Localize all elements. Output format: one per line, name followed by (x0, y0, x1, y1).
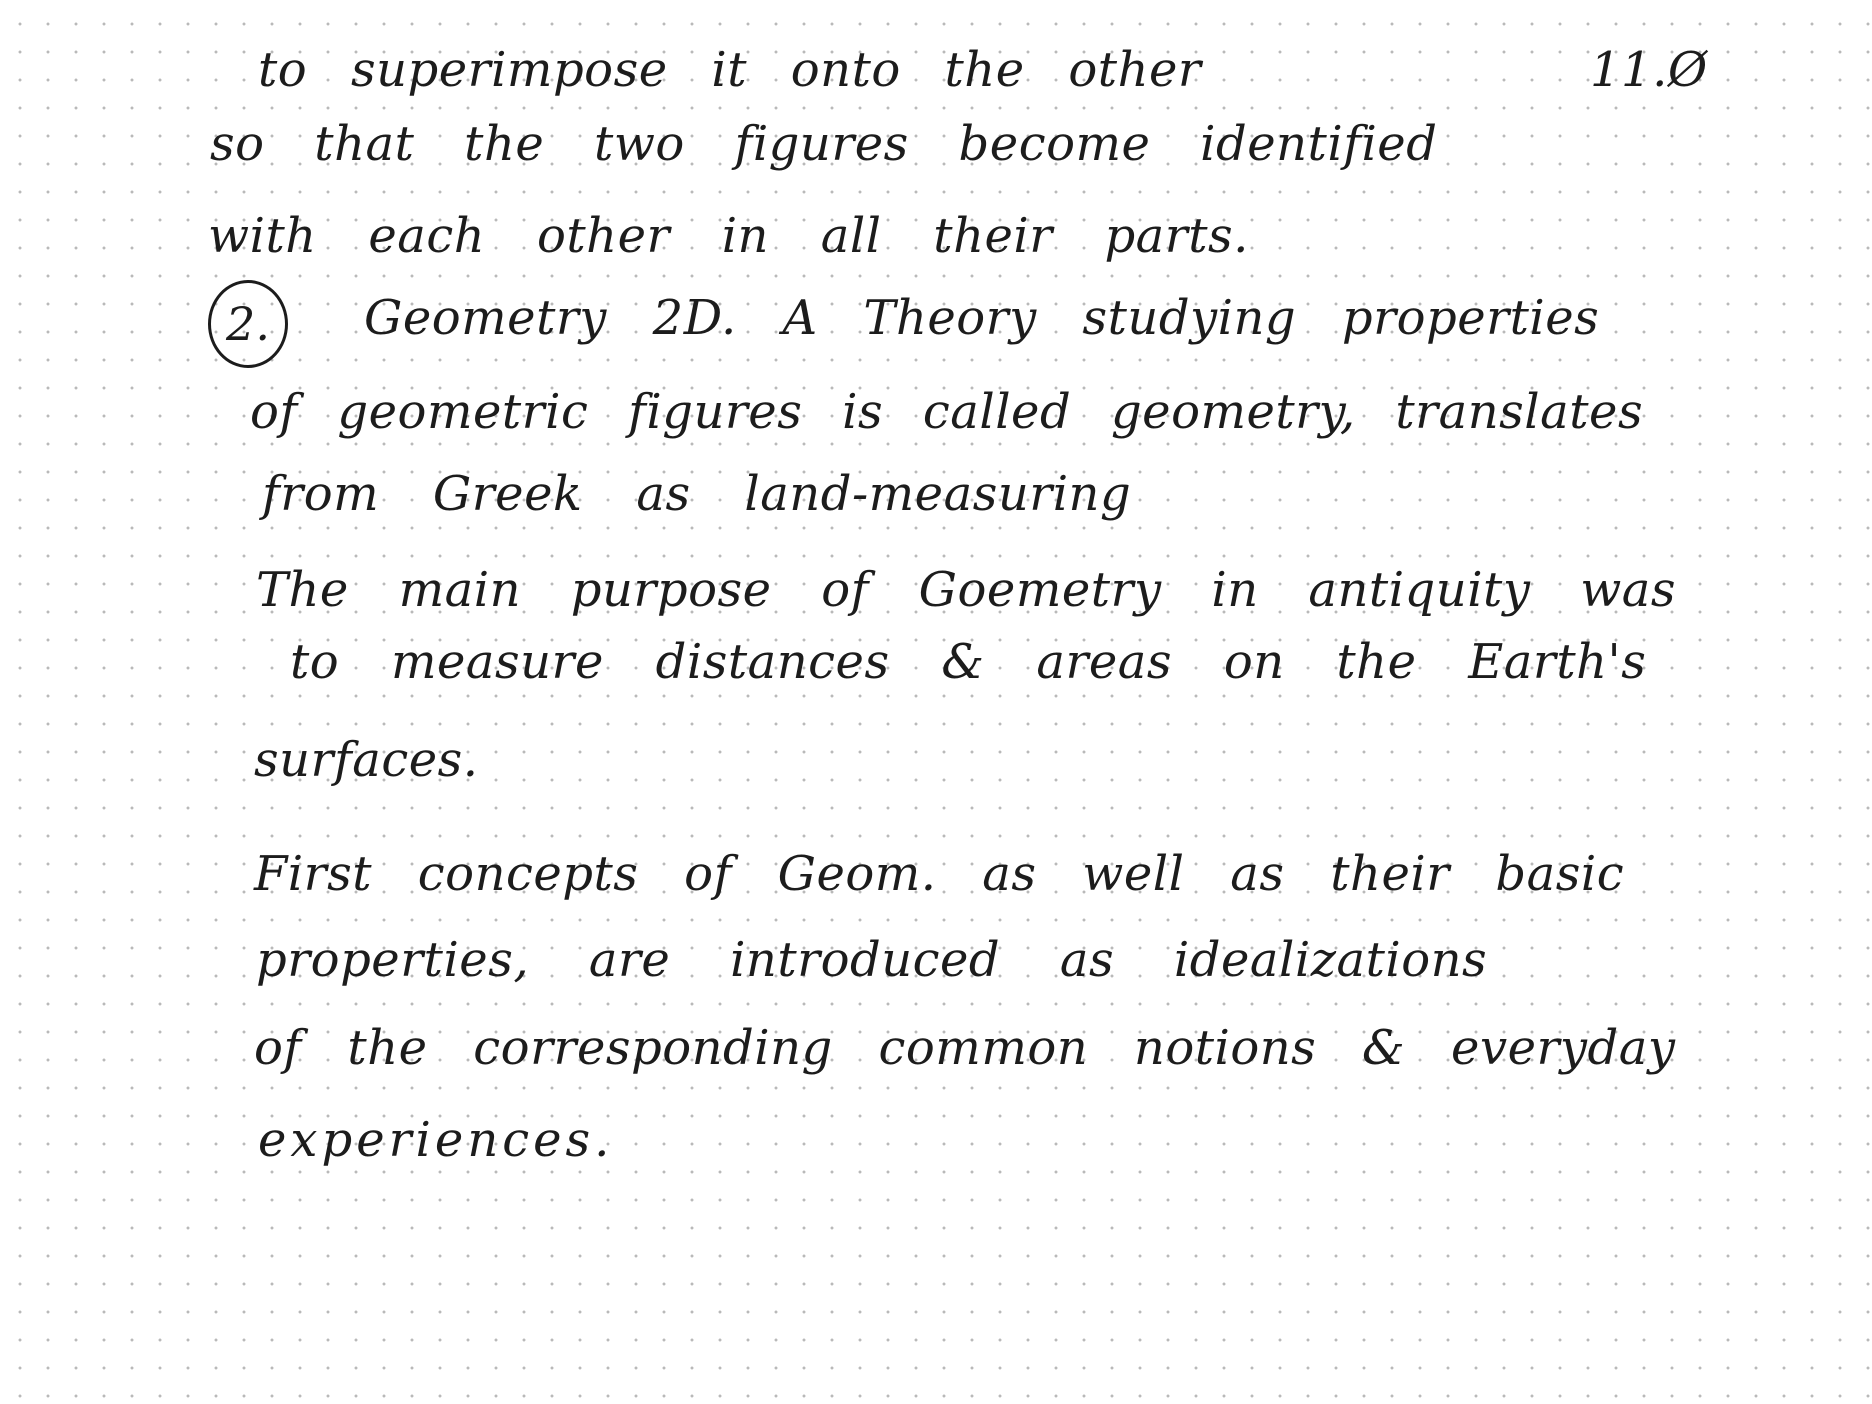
handwritten-line-13: experiences. (258, 1112, 614, 1168)
handwritten-line-1: to superimpose it onto the other (258, 42, 1202, 98)
page-number: 11.Ø (1590, 42, 1708, 98)
handwritten-line-6: from Greek as land-measuring (262, 466, 1132, 522)
handwritten-line-2: so that the two figures become identified (210, 116, 1438, 172)
handwritten-line-11: properties, are introduced as idealizations (256, 932, 1488, 988)
handwritten-line-12: of the corresponding common notions & everyday (254, 1020, 1676, 1076)
handwritten-line-8: to measure distances & areas on the Earth's (290, 634, 1647, 690)
handwritten-line-7: The main purpose of Goemetry in antiquity was (256, 562, 1677, 618)
handwritten-line-3: with each other in all their parts. (208, 208, 1249, 264)
handwritten-line-5: of geometric figures is called geometry, translates (250, 384, 1644, 440)
handwritten-line-10: First concepts of Geom. as well as their basic (254, 846, 1625, 902)
section-number-circle: 2. (208, 280, 288, 368)
handwritten-line-4: Geometry 2D. A Theory studying properties (364, 290, 1600, 346)
handwritten-line-9: surfaces. (254, 732, 479, 788)
